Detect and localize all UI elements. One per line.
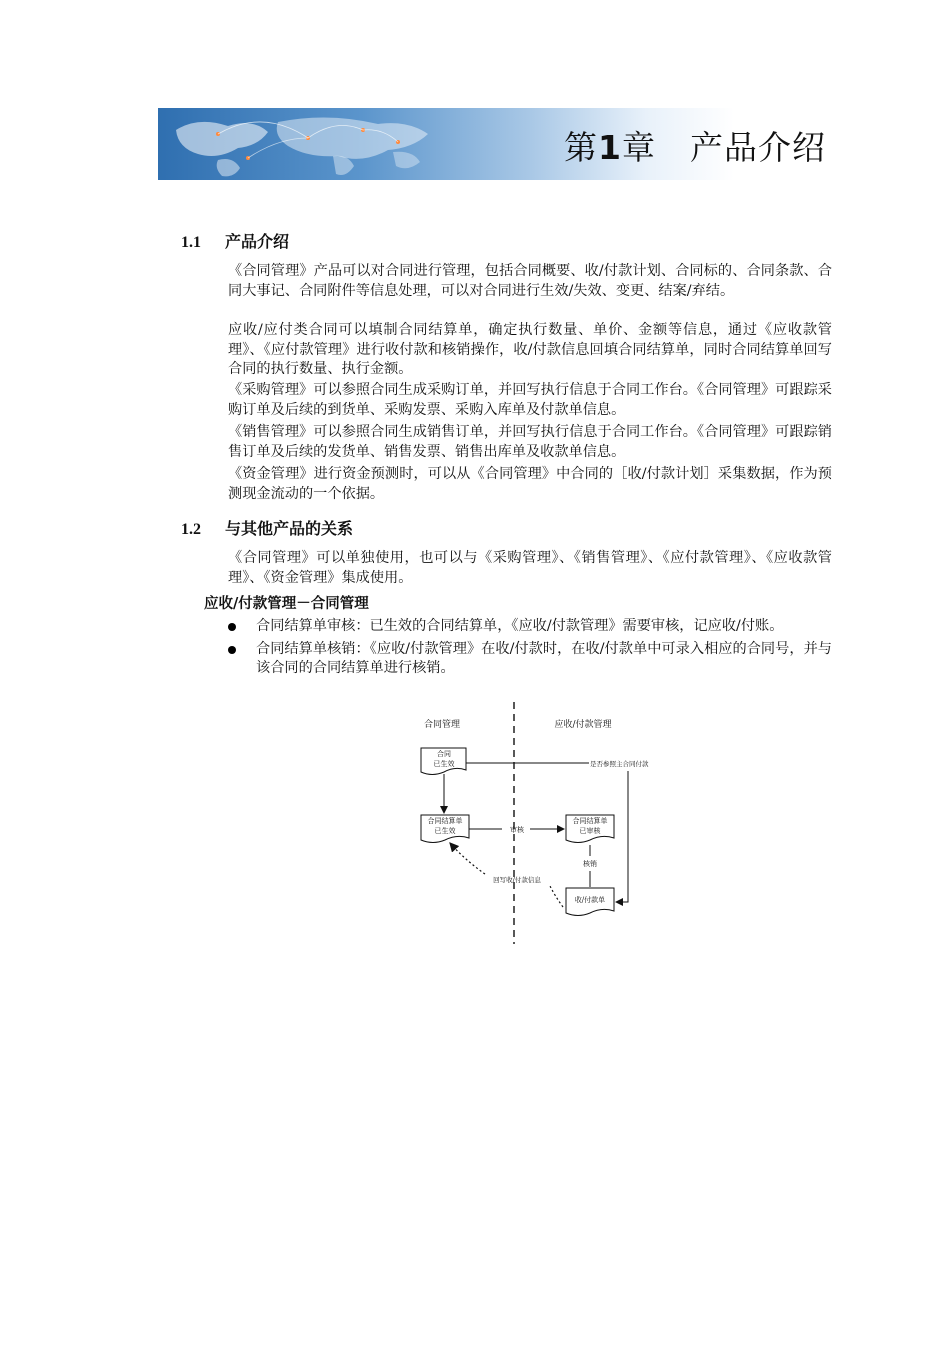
box-settle-left-line2: 已生效 <box>434 827 456 835</box>
section-1-number: 1.1 <box>181 234 201 251</box>
box-settle-right-line1: 合同结算单 <box>572 817 608 825</box>
chapter-banner <box>158 108 836 180</box>
chapter-prefix: 第 <box>564 128 599 167</box>
chapter-suffix: 章 <box>622 128 656 167</box>
section-1-paragraph-5: 《资金管理》进行资金预测时，可以从《合同管理》中合同的［收/付款计划］采集数据，作为预测现金流动的一个依据。 <box>228 466 832 502</box>
section-1-title: 产品介绍 <box>225 232 290 251</box>
section-1-paragraph-1: 《合同管理》产品可以对合同进行管理，包括合同概要、收/付款计划、合同标的、合同条款、合同大事记、合同附件等信息处理，可以对合同进行生效/失效、变更、结案/弃结。 <box>228 263 832 299</box>
box-contract-line2: 已生效 <box>433 760 455 768</box>
lane-label-right: 应收/付款管理 <box>554 720 612 730</box>
bullet-icon <box>228 646 236 654</box>
writeback-dotted-lower <box>550 886 563 907</box>
box-settle-left-line1: 合同结算单 <box>427 817 463 825</box>
label-verify: 核销 <box>583 860 597 868</box>
section-1-paragraph-2: 应收/应付类合同可以填制合同结算单，确定执行数量、单价、金额等信息，通过《应收款管理》、《应付款管理》进行收付款和核销操作，收/付款信息回填合同结算单，同时合同结算单回写合同的执行数量、执行金额。 <box>228 322 832 377</box>
chapter-title-text: 产品介绍 <box>690 128 826 167</box>
bullet-text: 合同结算单审核：已生效的合同结算单，《应收/付款管理》需要审核，记应收/付账。 <box>256 618 784 634</box>
label-audit: 审核 <box>510 826 524 834</box>
section-1-paragraph-4: 《销售管理》可以参照合同生成销售订单，并回写执行信息于合同工作台。《合同管理》可跟踪销售订单及后续的发货单、销售发票、销售出库单及收款单信息。 <box>228 424 832 460</box>
box-settle-right-line2: 已审核 <box>579 827 601 835</box>
section-2-paragraph: 《合同管理》可以单独使用，也可以与《采购管理》、《销售管理》、《应付款管理》、《应收款管理》、《资金管理》集成使用。 <box>228 550 832 586</box>
chapter-number: 1 <box>598 128 622 167</box>
list-item <box>228 617 832 637</box>
section-1-heading <box>181 229 289 252</box>
ref-to-payment-arrow <box>616 771 628 902</box>
flow-diagram <box>400 700 700 950</box>
list-item <box>228 640 832 679</box>
subheading-receivable-payable: 应收/付款管理－合同管理 <box>204 595 369 612</box>
section-2-heading <box>181 516 353 539</box>
section-1-paragraph-3: 《采购管理》可以参照合同生成采购订单，并回写执行信息于合同工作台。《合同管理》可跟踪采购订单及后续的到货单、采购发票、采购入库单及付款单信息。 <box>228 382 832 418</box>
bullet-icon <box>228 623 236 631</box>
box-payment-label: 收/付款单 <box>574 896 606 904</box>
bullet-text: 合同结算单核销：《应收/付款管理》在收/付款时，在收/付款单中可录入相应的合同号，并与该合同的合同结算单进行核销。 <box>256 640 832 676</box>
lane-label-left: 合同管理 <box>423 720 461 730</box>
bullet-list <box>228 617 832 682</box>
label-ref-contract: 是否参照主合同付款 <box>590 760 649 768</box>
section-2-title: 与其他产品的关系 <box>225 519 354 538</box>
writeback-dotted-upper <box>450 843 485 874</box>
box-contract-line1: 合同 <box>437 750 451 758</box>
section-2-number: 1.2 <box>181 521 201 538</box>
label-writeback: 回写收/付款信息 <box>493 876 541 884</box>
chapter-title <box>564 122 826 169</box>
